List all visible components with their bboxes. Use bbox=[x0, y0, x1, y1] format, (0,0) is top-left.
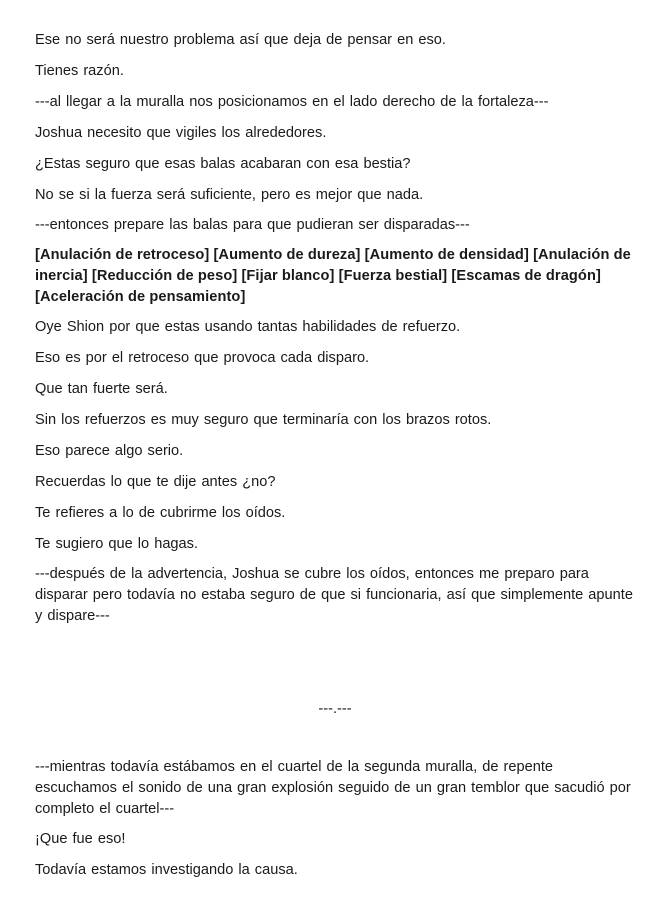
paragraph: Ese no será nuestro problema así que deja de pensar en eso. bbox=[35, 32, 446, 48]
paragraph: Que tan fuerte será. bbox=[35, 381, 168, 397]
narration-paragraph: ---entonces prepare las balas para que pudieran ser disparadas--- bbox=[35, 217, 470, 233]
paragraph: Recuerdas lo que te dije antes ¿no? bbox=[35, 474, 276, 490]
paragraph: Tienes razón. bbox=[35, 63, 124, 79]
narration-paragraph: ---mientras todavía estábamos en el cuartel de la segunda muralla, de repente escuchamos el sonido de una gran explosión seguido de un gran temblor que sacudió por completo el cuartel--- bbox=[35, 759, 631, 817]
narration-paragraph: ---después de la advertencia, Joshua se cubre los oídos, entonces me preparo para disparar pero todavía no estaba seguro de que si funcionaria, así que simplemente apunte y dispare--- bbox=[35, 566, 633, 624]
paragraph: ¡Que fue eso! bbox=[35, 831, 126, 847]
paragraph: Te refieres a lo de cubrirme los oídos. bbox=[35, 505, 286, 521]
paragraph: Sin los refuerzos es muy seguro que terminaría con los brazos rotos. bbox=[35, 412, 492, 428]
narration-paragraph: ---al llegar a la muralla nos posicionamos en el lado derecho de la fortaleza--- bbox=[35, 94, 549, 110]
paragraph: Joshua necesito que vigiles los alrededores. bbox=[35, 125, 327, 141]
paragraph: Eso parece algo serio. bbox=[35, 443, 184, 459]
scene-separator: ---.--- bbox=[318, 701, 352, 717]
paragraph: Eso es por el retroceso que provoca cada disparo. bbox=[35, 350, 370, 366]
paragraph: Te sugiero que lo hagas. bbox=[35, 536, 199, 552]
skills-list-paragraph: [Anulación de retroceso] [Aumento de dureza] [Aumento de densidad] [Anulación de inercia] [Reducción de peso] [Fijar blanco] [Fuerza bestial] [Escamas de dragón] [Aceleración de pensamiento] bbox=[35, 247, 631, 305]
paragraph: Todavía estamos investigando la causa. bbox=[35, 862, 298, 878]
paragraph: Oye Shion por que estas usando tantas habilidades de refuerzo. bbox=[35, 319, 461, 335]
paragraph: No se si la fuerza será suficiente, pero es mejor que nada. bbox=[35, 187, 424, 203]
paragraph: ¿Estas seguro que esas balas acabaran con esa bestia? bbox=[35, 156, 411, 172]
